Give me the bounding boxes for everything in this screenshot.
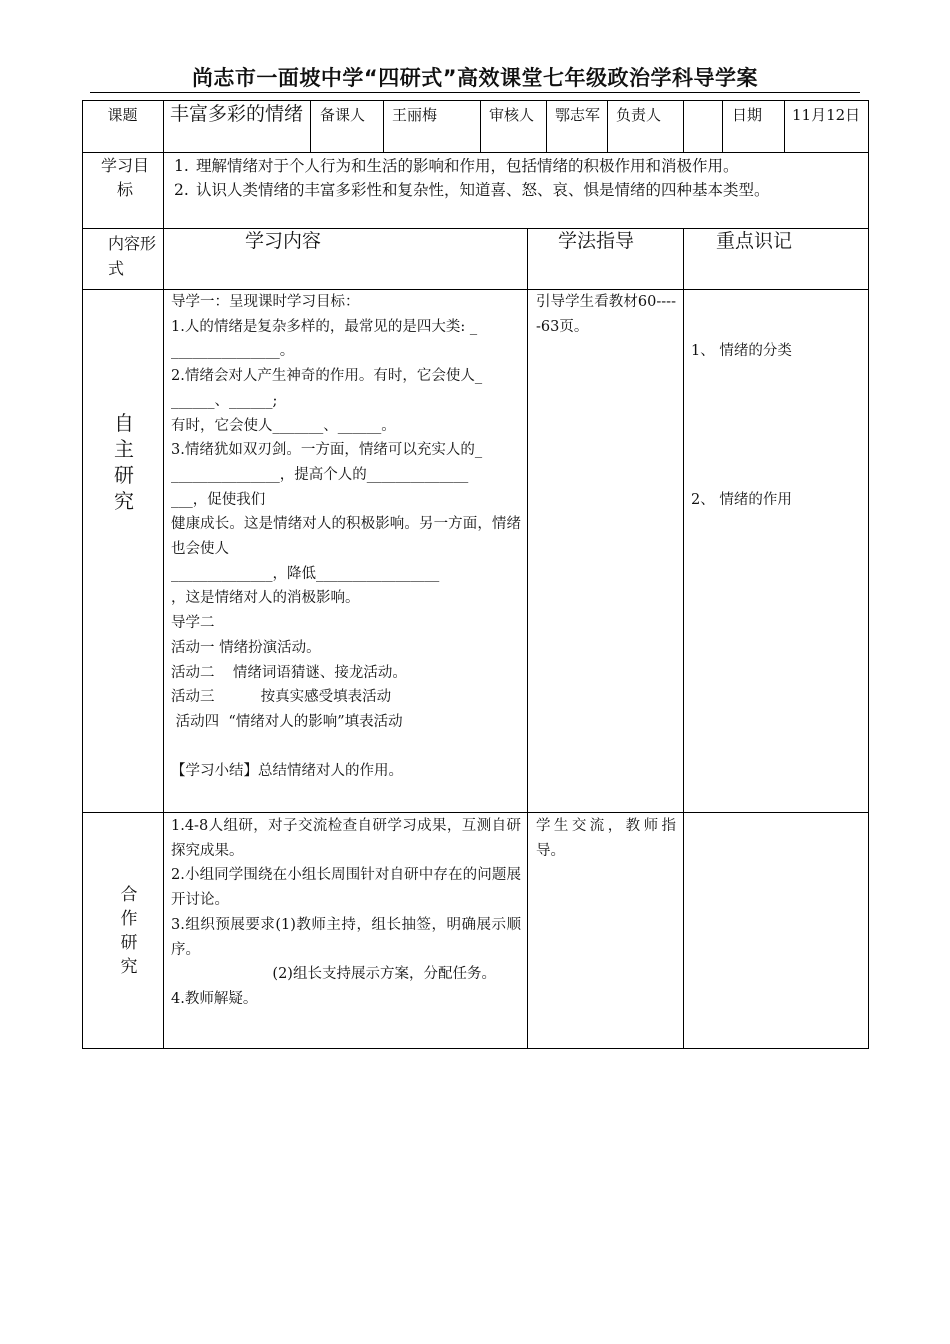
column-divider <box>683 228 684 1049</box>
reviewer-value: 鄂志军 <box>555 106 601 124</box>
coop-study-label: 合作研究 <box>120 885 138 977</box>
objectives-divider <box>163 152 164 228</box>
table-border-top <box>82 100 869 101</box>
key-point: 1、 情绪的分类 <box>691 343 792 360</box>
table-border-left <box>82 100 83 1049</box>
header-divider <box>546 100 547 152</box>
topic-value: 丰富多彩的情绪 <box>170 103 304 125</box>
topic-label: 课题 <box>107 106 138 124</box>
objective-item <box>166 154 866 178</box>
objectives-label: 学习目标 <box>100 156 149 199</box>
preparer-value: 王丽梅 <box>392 106 438 124</box>
objective-text: 理解情绪对于个人行为和生活的影响和作用，包括情绪的积极作用和消极作用。 <box>196 157 739 175</box>
title-underline <box>90 92 860 93</box>
table-border-bottom <box>82 1048 869 1049</box>
objectives-list <box>166 154 866 202</box>
self-study-method: 引导学生看教材60-----63页。 <box>536 294 676 335</box>
header-divider <box>784 100 785 152</box>
objective-item <box>166 178 866 202</box>
date-label: 日期 <box>732 106 763 124</box>
header-divider <box>480 100 481 152</box>
content-column-header: 学习内容 <box>245 230 322 252</box>
table-rule-1 <box>82 152 869 153</box>
date-value: 11月12日 <box>792 106 861 124</box>
coop-study-content: 1.4-8人组研，对子交流检查自研学习成果，互测自研探究成果。 2.小组同学围绕在小组长周围针对自研中存在的问题展开讨论。 3.组织预展要求(1)教师主持，组长抽签，明确展示顺序。 (2)组长支持展示方案，分配任务。 4.教师解疑。 <box>171 818 521 1007</box>
self-study-label: 自主研究 <box>114 411 134 513</box>
method-column-header: 学法指导 <box>558 230 635 252</box>
header-divider <box>683 100 684 152</box>
self-study-content: 导学一：呈现课时学习目标： 1.人的情绪是复杂多样的，最常见的是四大类: _ _______________。 2.情绪会对人产生神奇的作用。有时，它会使人_ ______、______; 有时，它会使人_______、______。 3.情绪犹如双刃剑。一方面，情绪可以充实人的_ _______________，提高个人的______________ ___，促使我们 健康成长。这是情绪对人的积极影响。另一方面，情绪也会使人 ______________，降低_________________ ，这是情绪对人的消极影响。 导学二 活动一 情绪扮演活动。 活动二 情绪词语猜谜、接龙活动。 活动三 按真实感受填表活动 活动四 “情绪对人的影响”填表活动 【学习小结】总结情绪对人的作用。 <box>171 294 521 780</box>
table-border-right <box>868 100 869 1049</box>
preparer-label: 备课人 <box>320 106 366 124</box>
header-divider <box>163 100 164 152</box>
header-divider <box>722 100 723 152</box>
key-point: 2、 情绪的作用 <box>691 491 792 508</box>
responsible-label: 负责人 <box>616 106 662 124</box>
header-divider <box>607 100 608 152</box>
objective-number: 1. <box>174 157 189 175</box>
header-divider <box>310 100 311 152</box>
reviewer-label: 审核人 <box>489 106 535 124</box>
coop-study-method: 学生交流，教师指导。 <box>536 818 676 859</box>
header-divider <box>383 100 384 152</box>
column-divider <box>527 228 528 1049</box>
key-column-header: 重点识记 <box>716 230 793 252</box>
document-title: 尚志市一面坡中学“四研式”高效课堂七年级政治学科导学案 <box>191 66 759 90</box>
column-divider <box>163 228 164 1049</box>
objective-number: 2. <box>174 181 189 199</box>
form-column-header: 内容形式 <box>108 234 157 278</box>
table-rule-4 <box>82 812 869 813</box>
self-study-key-points <box>691 290 861 562</box>
objective-text: 认识人类情绪的丰富多彩性和复杂性，知道喜、怒、哀、惧是情绪的四种基本类型。 <box>196 181 770 199</box>
